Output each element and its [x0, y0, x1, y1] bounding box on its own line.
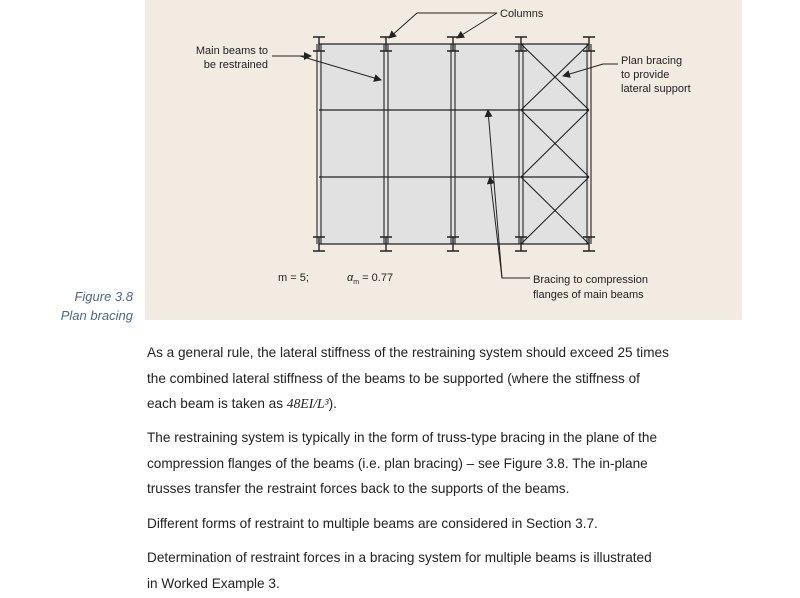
paragraph-restraining-system	[147, 425, 747, 502]
columns-leader-2	[457, 13, 497, 38]
paragraph-line: trusses transfer the restraint forces back to the supports of the beams.	[147, 481, 570, 496]
paragraph-line: compression flanges of the beams (i.e. plan bracing) – see Figure 3.8. The in-plane	[147, 455, 648, 471]
paragraph-forms-of-restraint	[147, 511, 747, 537]
plan-bracing-diagram	[145, 0, 742, 320]
columns-leader	[389, 13, 497, 38]
stiffness-formula: 48EI/L³	[286, 396, 329, 411]
plan-bracing-label-line1: Plan bracing	[621, 55, 683, 67]
figure-panel	[145, 0, 742, 320]
main-beams-label-line1: Main beams to	[195, 45, 268, 57]
figure-number: Figure 3.8	[74, 289, 133, 304]
plan-bracing-label-line2: to provide	[621, 69, 670, 81]
bracing-label-line2: flanges of main beams	[533, 289, 644, 301]
paragraph-line: Different forms of restraint to multiple beams are considered in Section 3.7.	[147, 516, 598, 531]
main-beams-label-line2: be restrained	[203, 59, 268, 71]
paragraph-line: in Worked Example 3.	[147, 575, 280, 591]
bracing-label-line1: Bracing to compression	[533, 274, 648, 286]
paragraph-restraint-forces	[147, 545, 747, 596]
paragraph-line: the combined lateral stiffness of the beams to be supported (where the stiffness of	[147, 370, 640, 386]
columns-label: Columns	[500, 8, 544, 20]
m-value-label: m = 5;	[278, 272, 309, 284]
paragraph-line: As a general rule, the lateral stiffness of the restraining system should exceed 25 times	[147, 345, 669, 360]
paragraph-line: The restraining system is typically in the form of truss-type bracing in the plane of the	[147, 430, 657, 445]
alpha-value-label: $\alpha_m = 0.77$	[347, 272, 394, 286]
plan-bracing-label-line3: lateral support	[621, 83, 691, 95]
paragraph-line: Determination of restraint forces in a bracing system for multiple beams is illustrated	[147, 550, 652, 565]
paragraph-lateral-stiffness	[147, 340, 747, 417]
figure-title: Plan bracing	[60, 308, 133, 323]
paragraph-line: each beam is taken as 48EI/L³).	[147, 396, 337, 411]
